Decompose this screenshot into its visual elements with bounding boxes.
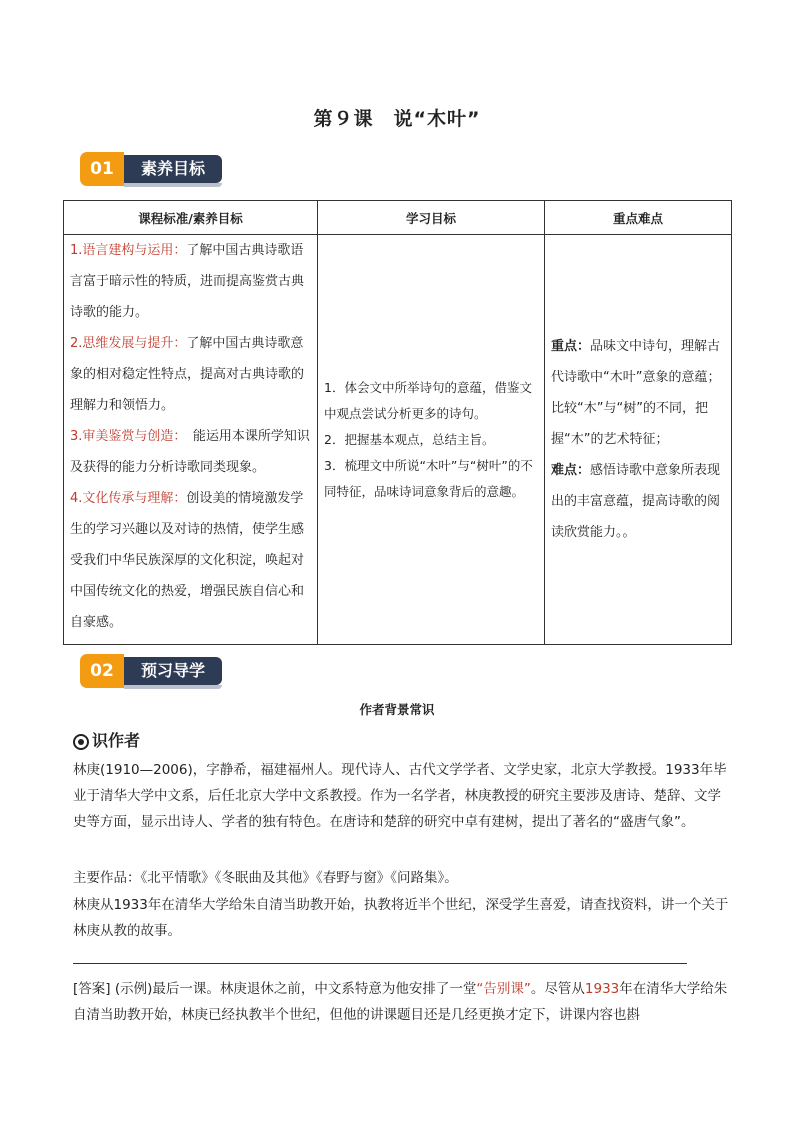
author-heading-text: 识作者 xyxy=(92,731,141,750)
competency-item xyxy=(70,235,311,328)
hard-label: 难点： xyxy=(551,463,591,478)
competency-body: 了解中国古典诗歌意象的相对稳定性特点，提高对古典诗歌的理解力和领悟力。 xyxy=(70,336,305,413)
answer-highlight: “告别课” xyxy=(476,981,531,997)
section-number: 02 xyxy=(80,654,124,688)
author-bio: 林庚(1910—2006)，字静希，福建福州人。现代诗人、古代文学学者、文学史家，北京大学教授。1933年毕业于清华大学中文系，后任北京大学中文系教授。作为一名学者，林庚教授的研究主要涉及唐诗、楚辞、文学史等方面，显示出诗人、学者的独有特色。在唐诗和楚辞的研究中卓有建树，提出了著名的“盛唐气象”。 xyxy=(73,762,727,830)
competency-body: 能运用本课所学知识及获得的能力分析诗歌同类现象。 xyxy=(70,429,310,475)
answer-part: (示例)最后一课。林庚退休之前，中文系特意为他安排了一堂 xyxy=(114,981,477,997)
hard-text: 感悟诗歌中意象所表现出的丰富意蕴，提高诗歌的阅读欣赏能力。。 xyxy=(551,463,721,540)
section-number: 01 xyxy=(80,152,124,186)
key-text: 品味文中诗句，理解古代诗歌中“木叶”意象的意蕴；比较“木”与“树”的不同，把握“木”的艺术特征； xyxy=(551,339,721,447)
goal-item: 2．把握基本观点，总结主旨。 xyxy=(324,431,495,447)
competency-cell xyxy=(64,235,318,645)
background-heading: 作者背景常识 xyxy=(359,702,435,717)
difficult-point xyxy=(551,455,725,548)
page-title: 第９课 说“木叶” xyxy=(313,108,481,130)
competency-item xyxy=(70,328,311,421)
answer-year: 1933 xyxy=(584,981,620,997)
separator: ： xyxy=(173,491,187,506)
tag-shadow xyxy=(124,183,222,187)
competency-head: 1.语言建构与运用 xyxy=(70,243,174,258)
competency-head: 2.思维发展与提升 xyxy=(70,336,174,351)
goals-table xyxy=(63,200,732,645)
section-label: 预习导学 xyxy=(124,657,222,685)
table-header: 学习目标 xyxy=(318,201,545,235)
bullet-circle-icon xyxy=(73,734,89,750)
section-label: 素养目标 xyxy=(124,155,222,183)
table-header-row xyxy=(64,201,732,235)
competency-body: 了解中国古典诗歌语言富于暗示性的特质，进而提高鉴赏古典诗歌的能力。 xyxy=(70,243,305,320)
answer-part: 年在清华大学给朱自清当助教开始，林庚已经执教半个世纪，但他的讲课题目还是几经更换才定下，讲课内容也斟 xyxy=(73,981,728,1023)
table-row xyxy=(64,235,732,645)
separator: ： xyxy=(173,429,180,444)
goal-item: 3．梳理文中所说“木叶”与“树叶”的不同特征，品味诗词意象背后的意趣。 xyxy=(324,457,533,499)
table-header: 重点难点 xyxy=(545,201,732,235)
separator: ： xyxy=(173,243,187,258)
competency-body: 创设美的情境激发学生的学习兴趣以及对诗的热情，使学生感受我们中华民族深厚的文化积淀，唤起对中国传统文化的热爱，增强民族自信心和自豪感。 xyxy=(70,491,305,630)
competency-item xyxy=(70,483,311,638)
author-works: 主要作品：《北平情歌》《冬眠曲及其他》《春野与窗》《问路集》。 xyxy=(73,870,458,886)
key-label: 重点： xyxy=(551,339,591,354)
question-text: 林庚从1933年在清华大学给朱自清当助教开始，执教将近半个世纪，深受学生喜爱，请查找资料，讲一个关于林庚从教的故事。 xyxy=(73,897,729,939)
competency-head: 4.文化传承与理解 xyxy=(70,491,174,506)
answer-part: 。尽管从 xyxy=(530,981,585,997)
goal-item: 1．体会文中所举诗句的意蕴，借鉴文中观点尝试分析更多的诗句。 xyxy=(324,379,532,421)
tag-shadow xyxy=(124,685,222,689)
key-points-cell xyxy=(545,235,732,645)
separator: ： xyxy=(173,336,187,351)
answer-text xyxy=(73,976,733,1028)
table-header: 课程标准/素养目标 xyxy=(64,201,318,235)
learning-goals-cell xyxy=(318,235,545,645)
competency-item xyxy=(70,421,311,483)
answer-line xyxy=(73,963,687,964)
author-heading xyxy=(73,728,140,751)
answer-label: [答案] xyxy=(73,981,111,997)
competency-head: 3.审美鉴赏与创造 xyxy=(70,429,174,444)
key-point xyxy=(551,331,725,455)
